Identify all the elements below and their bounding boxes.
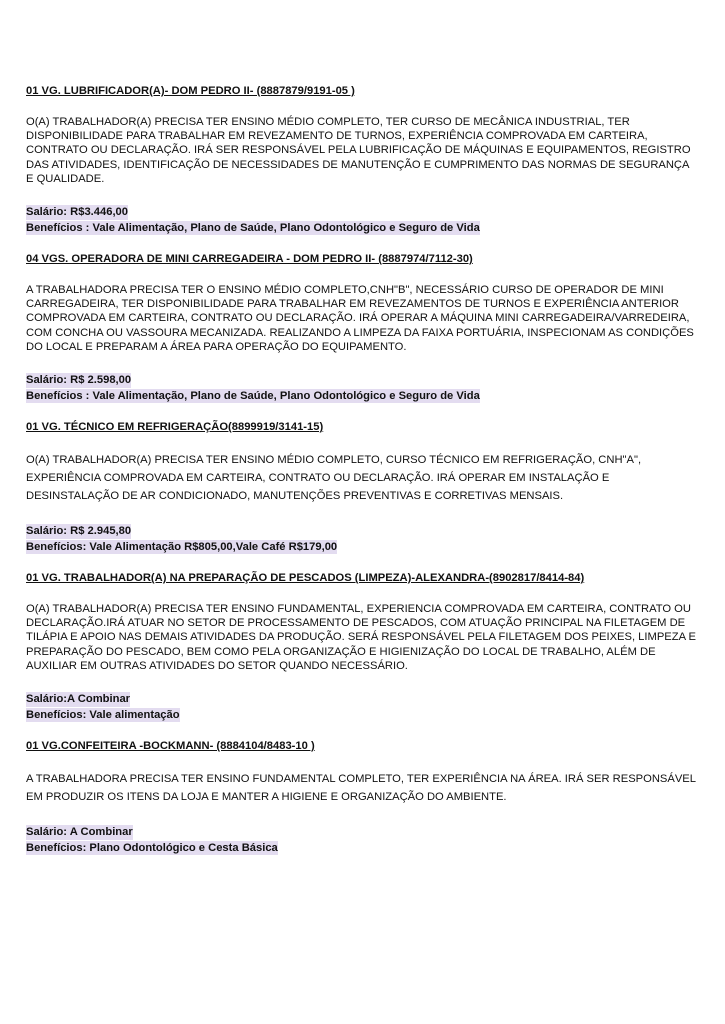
benefits-text: Benefícios: Plano Odontológico e Cesta Básica bbox=[26, 841, 278, 854]
salary-text: Salário: R$3.446,00 bbox=[26, 206, 128, 219]
benefits-text: Benefícios: Vale alimentação bbox=[26, 708, 180, 721]
salary-text: Salário: R$ 2.945,80 bbox=[26, 525, 132, 538]
salary-text: Salário: R$ 2.598,00 bbox=[26, 374, 132, 387]
compensation-block bbox=[26, 204, 698, 235]
job-description: O(A) TRABALHADOR(A) PRECISA TER ENSINO MÉDIO COMPLETO, TER CURSO DE MECÂNICA INDUSTRIAL, TER DISPONIBILIDADE PARA TRABALHAR EM REVEZAMENTO DE TURNOS, EXPERIÊNCIA COMPROVADA EM CARTEIRA, CONTRATO OU DECLARAÇÃO. IRÁ SER RESPONSÁVEL PELA LUBRIFICAÇÃO DE MÁQUINAS E EQUIPAMENTOS, REGISTRO DAS ATIVIDADES, IDENTIFICAÇÃO DE NECESSIDADES DE MANUTENÇÃO E CUMPRIMENTO DAS NORMAS DE SEGURANÇA E QUALIDADE. bbox=[26, 116, 691, 185]
compensation-block bbox=[26, 372, 698, 403]
job-description: A TRABALHADORA PRECISA TER O ENSINO MÉDIO COMPLETO,CNH"B", NECESSÁRIO CURSO DE OPERADOR DE MINI CARREGADEIRA, TER DISPONIBILIDADE PARA TRABALHAR EM REVEZAMENTOS DE TURNOS E EXPERIÊNCIA ANTERIOR COMPROVADA EM CARTEIRA, CONTRATO OU DECLARAÇÃO. IRÁ OPERAR A MÁQUINA MINI CARREGADEIRA/VARREDEIRA, COM CONCHA OU VASSOURA MECANIZADA. REALIZANDO A LIMPEZA DA FAIXA PORTUÁRIA, INSPECIONAM AS CONDIÇÕES DO LOCAL E PREPARAM A ÁREA PARA OPERAÇÃO DO EQUIPAMENTO. bbox=[26, 284, 694, 353]
job-description: A TRABALHADORA PRECISA TER ENSINO FUNDAMENTAL COMPLETO, TER EXPERIÊNCIA NA ÁREA. IRÁ SER RESPONSÁVEL EM PRODUZIR OS ITENS DA LOJA E MANTER A HIGIENE E ORGANIZAÇÃO DO AMBIENTE. bbox=[26, 773, 696, 804]
compensation-block bbox=[26, 824, 698, 855]
salary-text: Salário: A Combinar bbox=[26, 826, 133, 839]
job-title: 04 VGS. OPERADORA DE MINI CARREGADEIRA - DOM PEDRO II- (8887974/7112-30) bbox=[26, 253, 473, 266]
job-listing-lubricator bbox=[26, 84, 698, 235]
benefits-text: Benefícios : Vale Alimentação, Plano de Saúde, Plano Odontológico e Seguro de Vida bbox=[26, 389, 480, 402]
job-description: O(A) TRABALHADOR(A) PRECISA TER ENSINO MÉDIO COMPLETO, CURSO TÉCNICO EM REFRIGERAÇÃO, CNH"A", EXPERIÊNCIA COMPROVADA EM CARTEIRA, CONTRATO OU DECLARAÇÃO. IRÁ OPERAR EM INSTALAÇÃO E DESINSTALAÇÃO DE AR CONDICIONADO, MANUTENÇÕES PREVENTIVAS E CORRETIVAS MENSAIS. bbox=[26, 454, 642, 503]
job-title: 01 VG. LUBRIFICADOR(A)- DOM PEDRO II- (8887879/9191-05 ) bbox=[26, 85, 355, 97]
job-listing-mini-loader-operator bbox=[26, 252, 698, 403]
salary-text: Salário:A Combinar bbox=[26, 693, 131, 706]
job-description: O(A) TRABALHADOR(A) PRECISA TER ENSINO FUNDAMENTAL, EXPERIENCIA COMPROVADA EM CARTEIRA, CONTRATO OU DECLARAÇÃO.IRÁ ATUAR NO SETOR DE PROCESSAMENTO DE PESCADOS, COM ATUAÇÃO PRINCIPAL NA FILETAGEM DE TILÁPIA E APOIO NAS DEMAIS ATIVIDADES DA PRODUÇÃO. SERÁ RESPONSÁVEL PELA FILETAGEM DOS PEIXES, LIMPEZA E PREPARAÇÃO DO PESCADO, BEM COMO PELA ORGANIZAÇÃO E HIGIENIZAÇÃO DO LOCAL DE TRABALHO, ALÉM DE AUXILIAR EM OUTRAS ATIVIDADES DO SETOR QUANDO NECESSÁRIO. bbox=[26, 603, 696, 672]
job-listing-fish-processing-worker bbox=[26, 571, 698, 722]
compensation-block bbox=[26, 523, 698, 554]
job-listing-refrigeration-technician bbox=[26, 420, 698, 554]
job-title: 01 VG.CONFEITEIRA -BOCKMANN- (8884104/8483-10 ) bbox=[26, 740, 315, 753]
job-title: 01 VG. TÉCNICO EM REFRIGERAÇÃO(8899919/3141-15) bbox=[26, 421, 324, 434]
benefits-text: Benefícios: Vale Alimentação R$805,00,Vale Café R$179,00 bbox=[26, 540, 338, 553]
benefits-text: Benefícios : Vale Alimentação, Plano de Saúde, Plano Odontológico e Seguro de Vida bbox=[26, 221, 480, 234]
job-listing-confectioner bbox=[26, 739, 698, 855]
job-title: 01 VG. TRABALHADOR(A) NA PREPARAÇÃO DE PESCADOS (LIMPEZA)-ALEXANDRA-(8902817/8414-84) bbox=[26, 572, 585, 585]
job-listings-document bbox=[26, 84, 698, 872]
compensation-block bbox=[26, 691, 698, 722]
